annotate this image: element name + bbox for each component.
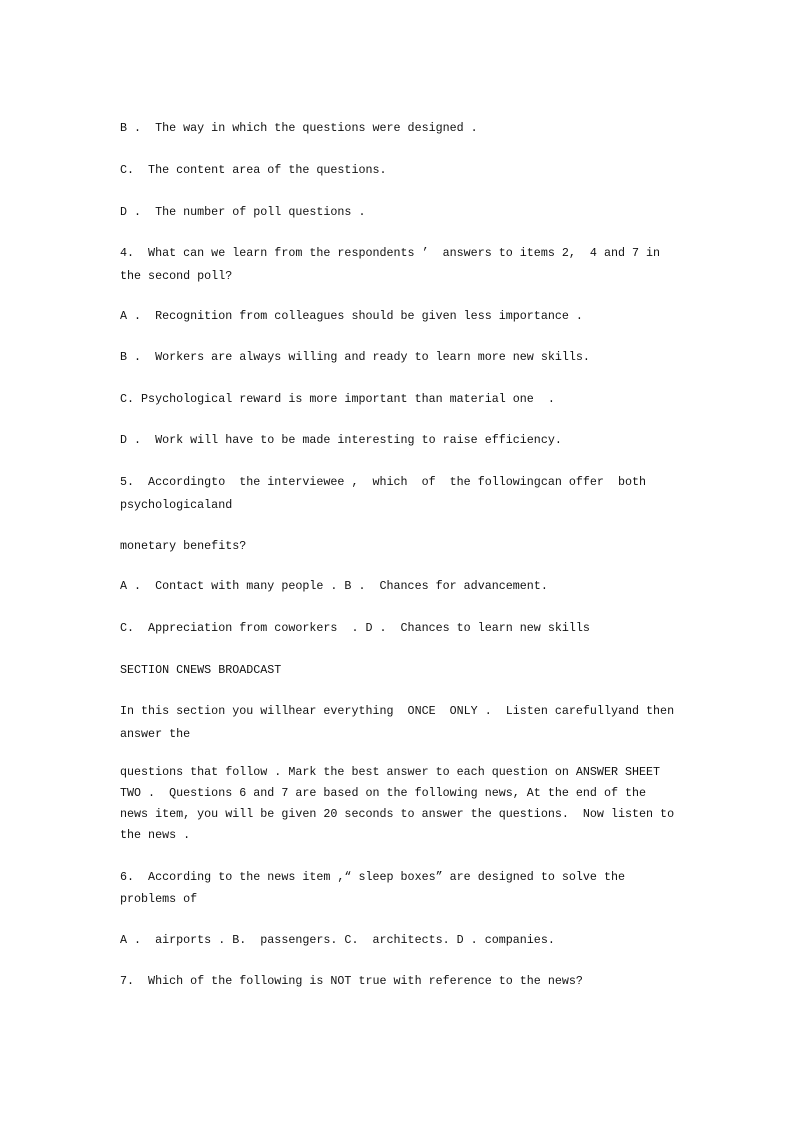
- options-6: A . airports . B. passengers. C. architects. D . companies.: [120, 933, 555, 947]
- option-3d: D . The number of poll questions .: [120, 205, 366, 219]
- option-4b: B . Workers are always willing and ready to learn more new skills.: [120, 350, 590, 364]
- question-5: 5. Accordingto the interviewee , which of the followingcan offer both psychologicaland: [120, 475, 647, 512]
- options-5ab: A . Contact with many people . B . Chances for advancement.: [120, 579, 548, 593]
- section-heading: SECTION CNEWS BROADCAST: [120, 663, 282, 677]
- section-instructions: In this section you willhear everything ONCE ONLY . Listen carefullyand then answer the: [120, 704, 675, 741]
- section-instructions-continued: questions that follow . Mark the best answer to each question on ANSWER SHEET TWO . Questions 6 and 7 are based on the following news, At the end of the news item, you will be given 20 seconds to answer the questions. Now listen to the news .: [120, 765, 675, 842]
- option-4c: C. Psychological reward is more important than material one .: [120, 392, 555, 406]
- option-3c: C. The content area of the questions.: [120, 163, 387, 177]
- option-3b: B . The way in which the questions were designed .: [120, 121, 478, 135]
- question-5-continued: monetary benefits?: [120, 539, 247, 553]
- option-4d: D . Work will have to be made interesting to raise efficiency.: [120, 433, 562, 447]
- option-4a: A . Recognition from colleagues should be given less importance .: [120, 309, 583, 323]
- question-4: 4. What can we learn from the respondents ’ answers to items 2, 4 and 7 in the second poll?: [120, 246, 668, 283]
- question-7: 7. Which of the following is NOT true with reference to the news?: [120, 974, 583, 988]
- options-5cd: C. Appreciation from coworkers . D . Chances to learn new skills: [120, 621, 590, 635]
- question-6: 6. According to the news item ,“ sleep boxes” are designed to solve the problems of: [120, 870, 625, 906]
